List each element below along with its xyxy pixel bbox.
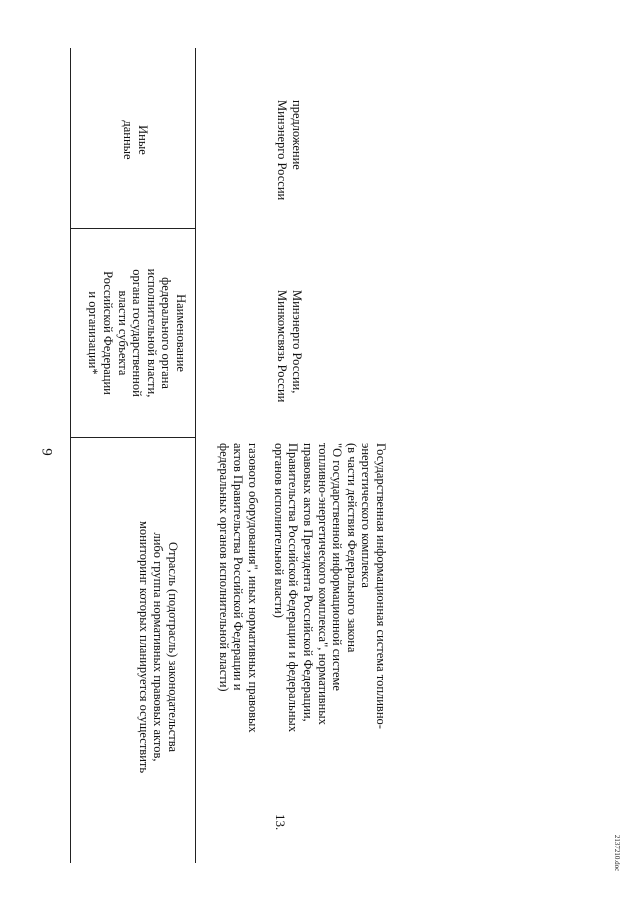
table-header-divider — [195, 48, 196, 863]
page-number: 9 — [38, 448, 55, 456]
header-divider-1 — [70, 437, 195, 438]
footer-filename: 2137210.doc — [613, 834, 621, 872]
header-divider-2 — [70, 228, 195, 229]
header-col3: Иные данные — [121, 120, 150, 160]
header-col2: Наименование федерального органа исполнительной власти, органа государственной власти субъекта Российской Федерации и организации* — [86, 268, 188, 398]
row-number: 13. — [273, 814, 288, 831]
header-col1: Отрасль (подотрасль) законодательства либо группа нормативных правовых актов, мониторинг которых планируется осуществить — [136, 520, 180, 774]
row-text: Государственная информационная система топливно- энергетического комплекса (в части действия Федерального закона "О государственной информационной системе топливно-энергетического комплекса", нормативных правовых актов Президента Российской Федерации, Правительства Российской Федерации и федеральных органов исполнительной власти) — [271, 443, 388, 733]
continuation-text: газового оборудования", иных нормативных правовых актов Правительства Российской Федерации и федеральных органов исполнительной власти) — [216, 443, 260, 733]
row-authorities: Минэнерго России, Минкомсвязь России — [275, 290, 304, 403]
table-border-left — [70, 48, 71, 863]
row-other-data: предложение Минэнерго России — [275, 100, 304, 201]
